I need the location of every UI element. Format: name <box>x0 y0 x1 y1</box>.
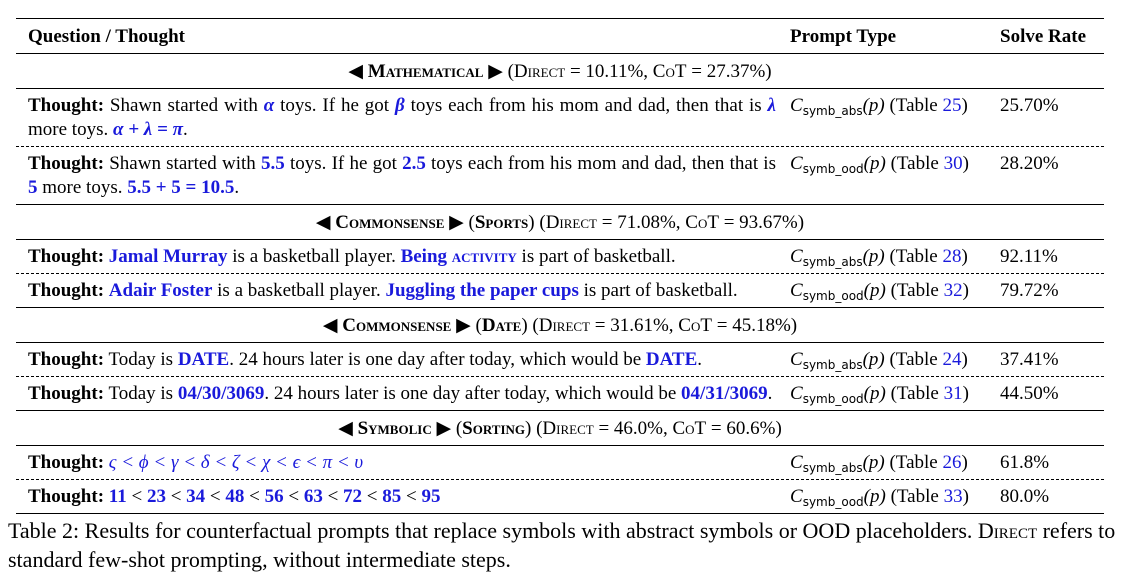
table-ref-link[interactable]: 32 <box>943 280 963 301</box>
section-name: Mathematical <box>367 61 484 82</box>
text-span: toys each from his mom and dad, then that is <box>425 153 776 174</box>
direct-value: 46.0% <box>613 418 663 439</box>
thought-text <box>28 451 776 475</box>
solve-rate: 61.8% <box>1000 452 1050 473</box>
results-table <box>16 18 1104 514</box>
text-span: . 24 hours later is one day after today, which would be <box>264 383 682 404</box>
cot-value: 93.67% <box>739 212 798 233</box>
text-span: more toys. <box>28 119 113 140</box>
table-ref-link[interactable]: 26 <box>942 452 962 473</box>
triangle-right-icon: ▶ <box>436 418 452 439</box>
table-header <box>16 19 1104 53</box>
placeholder-value: 72 <box>343 486 363 507</box>
placeholder-value: 95 <box>421 486 441 507</box>
direct-label: Direct <box>513 61 566 82</box>
section-name: Commonsense <box>335 212 445 233</box>
header-solve-rate: Solve Rate <box>1000 26 1087 47</box>
thought-text <box>28 382 776 406</box>
caption-direct-word: Direct <box>977 518 1038 543</box>
prompt-type <box>790 279 969 308</box>
text-span: < <box>283 486 304 507</box>
text-span: toys. If he got <box>274 95 395 116</box>
placeholder-value: Juggling the paper cups <box>385 280 579 301</box>
ptype-subscript: symb_abs <box>802 358 863 372</box>
ptype-subscript: symb_ood <box>802 289 864 303</box>
placeholder-value: 63 <box>303 486 323 507</box>
table-caption <box>8 516 1118 574</box>
text-span: toys. If he got <box>284 153 403 174</box>
text-span: . <box>234 177 240 198</box>
placeholder-value: 23 <box>146 486 166 507</box>
table-row <box>16 147 1104 204</box>
prompt-type <box>790 485 969 514</box>
table-word: (Table <box>889 95 943 116</box>
section-name: Commonsense <box>342 315 452 336</box>
placeholder-value: 04/30/3069 <box>177 383 265 404</box>
table-word: (Table <box>890 280 944 301</box>
text-span: . <box>697 349 703 370</box>
table-word: (Table <box>889 246 943 267</box>
ptype-close: ) <box>962 280 969 301</box>
text-span: Shawn started with <box>104 95 264 116</box>
direct-value: 10.11% <box>585 61 644 82</box>
text-span: < <box>362 486 383 507</box>
direct-label: Direct <box>545 212 597 233</box>
ptype-subscript: symb_abs <box>802 255 863 269</box>
solve-rate: 37.41% <box>1000 349 1059 370</box>
triangle-right-icon: ▶ <box>488 61 503 82</box>
ptype-close: ) <box>961 452 968 473</box>
placeholder-equation: α + λ = π <box>112 119 183 140</box>
prompt-type <box>790 451 968 480</box>
table-ref-link[interactable]: 33 <box>943 486 963 507</box>
placeholder-equation: 5.5 + 5 = 10.5 <box>127 177 235 198</box>
triangle-right-icon: ▶ <box>449 212 464 233</box>
triangle-left-icon: ◀ <box>315 212 331 233</box>
triangle-left-icon: ◀ <box>322 315 338 336</box>
placeholder-sequence: ς < ϕ < γ < δ < ζ < χ < ϵ < π < υ <box>108 452 364 473</box>
table-ref-link[interactable]: 30 <box>943 153 963 174</box>
placeholder-value: DATE <box>177 349 230 370</box>
text-span: is part of basketball. <box>516 246 676 267</box>
placeholder-value: 5 <box>28 177 38 198</box>
thought-text <box>28 348 776 372</box>
thought-label: Thought: <box>28 95 105 116</box>
solve-rate: 79.72% <box>1000 280 1059 301</box>
cot-label: CoT <box>672 418 707 439</box>
solve-rate: 28.20% <box>1000 153 1059 174</box>
ptype-subscript: symb_ood <box>802 392 864 406</box>
thought-label: Thought: <box>28 486 105 507</box>
text-span: Today is <box>104 383 178 404</box>
table-row <box>16 480 1104 513</box>
cot-label: CoT <box>685 212 719 233</box>
ptype-letter: C <box>790 95 803 116</box>
ptype-close: ) <box>961 349 968 370</box>
cot-value: 45.18% <box>732 315 791 336</box>
solve-rate: 80.0% <box>1000 486 1050 507</box>
thought-text <box>28 94 776 142</box>
thought-label: Thought: <box>28 383 105 404</box>
thought-label: Thought: <box>28 349 105 370</box>
prompt-type <box>790 245 968 274</box>
placeholder-symbol: α <box>263 95 275 116</box>
section-mathematical: ◀ Mathematical ▶ (Direct = 10.11%, CoT = 27.37%) <box>348 61 772 82</box>
ptype-arg: (p) <box>862 95 885 116</box>
text-span: < <box>205 486 226 507</box>
text-span: Shawn started with <box>104 153 261 174</box>
placeholder-value: 48 <box>225 486 245 507</box>
text-span: < <box>165 486 187 507</box>
section-commonsense-date: ◀ Commonsense ▶ (Date) (Direct = 31.61%, CoT = 45.18%) <box>322 315 798 336</box>
ptype-arg: (p) <box>863 153 886 174</box>
table-ref-link[interactable]: 31 <box>943 383 963 404</box>
table-row <box>16 274 1104 307</box>
placeholder-symbol: λ <box>767 95 776 116</box>
caption-lead: Table 2: Results for counterfactual prompts that replace symbols with abstract symbols or OOD placeholders. <box>8 518 978 543</box>
ptype-arg: (p) <box>863 383 886 404</box>
direct-label: Direct <box>538 315 590 336</box>
thought-label: Thought: <box>28 452 105 473</box>
ptype-arg: (p) <box>862 246 885 267</box>
text-span: Today is <box>104 349 178 370</box>
ptype-letter: C <box>790 452 803 473</box>
section-symbolic-sorting: ◀ Symbolic ▶ (Sorting) (Direct = 46.0%, CoT = 60.6%) <box>338 418 782 439</box>
thought-text <box>28 152 776 200</box>
table-word: (Table <box>890 153 944 174</box>
ptype-close: ) <box>961 246 968 267</box>
ptype-arg: (p) <box>863 280 886 301</box>
ptype-letter: C <box>790 349 803 370</box>
thought-label: Thought: <box>28 280 105 301</box>
triangle-right-icon: ▶ <box>456 315 471 336</box>
placeholder-value: activity <box>451 246 517 267</box>
solve-rate: 25.70% <box>1000 95 1059 116</box>
text-span: toys each from his mom and dad, then that is <box>404 95 768 116</box>
direct-value: 31.61% <box>610 315 669 336</box>
text-span: . 24 hours later is one day after today, which would be <box>229 349 646 370</box>
ptype-close: ) <box>961 95 968 116</box>
solve-rate: 44.50% <box>1000 383 1059 404</box>
text-span: < <box>126 486 147 507</box>
ptype-close: ) <box>962 383 969 404</box>
text-span: < <box>322 486 344 507</box>
ptype-letter: C <box>790 246 803 267</box>
text-span: is part of basketball. <box>578 280 738 301</box>
placeholder-symbol: β <box>394 95 405 116</box>
ptype-letter: C <box>790 153 803 174</box>
thought-text <box>28 485 776 509</box>
table-word: (Table <box>889 452 943 473</box>
placeholder-value: Jamal Murray <box>108 246 228 267</box>
cot-label: CoT <box>652 61 687 82</box>
thought-label: Thought: <box>28 246 105 267</box>
section-commonsense-sports: ◀ Commonsense ▶ (Sports) (Direct = 71.08%, CoT = 93.67%) <box>315 212 805 233</box>
direct-label: Direct <box>542 418 594 439</box>
header-question-thought: Question / Thought <box>28 26 185 47</box>
table-word: (Table <box>890 383 944 404</box>
cot-value: 27.37% <box>706 61 766 82</box>
placeholder-value: 2.5 <box>402 153 426 174</box>
direct-value: 71.08% <box>617 212 676 233</box>
ptype-close: ) <box>962 153 969 174</box>
section-sub: Date <box>481 315 522 336</box>
ptype-arg: (p) <box>862 349 885 370</box>
text-span: < <box>401 486 422 507</box>
table-ref-link[interactable]: 28 <box>942 246 962 267</box>
text-span: . <box>767 383 773 404</box>
placeholder-value: 34 <box>186 486 206 507</box>
ptype-close: ) <box>962 486 969 507</box>
ptype-subscript: symb_ood <box>802 495 864 509</box>
table-row <box>16 89 1104 146</box>
placeholder-value: Adair Foster <box>108 280 213 301</box>
section-name: Symbolic <box>357 418 432 439</box>
prompt-type <box>790 348 968 377</box>
solve-rate: 92.11% <box>1000 246 1058 267</box>
ptype-subscript: symb_abs <box>802 104 863 118</box>
triangle-left-icon: ◀ <box>338 418 353 439</box>
ptype-subscript: symb_abs <box>802 461 863 475</box>
thought-text <box>28 279 776 303</box>
table-word: (Table <box>890 486 944 507</box>
placeholder-value: 5.5 <box>261 153 285 174</box>
prompt-type <box>790 94 968 123</box>
text-span: < <box>244 486 265 507</box>
ptype-letter: C <box>790 280 803 301</box>
placeholder-value: 56 <box>264 486 284 507</box>
ptype-arg: (p) <box>863 486 886 507</box>
text-span: . <box>182 119 188 140</box>
prompt-type <box>790 152 969 181</box>
placeholder-value: Being <box>400 246 452 267</box>
section-sub: Sports <box>474 212 529 233</box>
placeholder-value: 11 <box>108 486 127 507</box>
placeholder-value: 04/31/3069 <box>681 383 768 404</box>
text-span: is a basketball player. <box>212 280 386 301</box>
cot-value: 60.6% <box>726 418 776 439</box>
ptype-letter: C <box>790 486 803 507</box>
thought-text <box>28 245 776 269</box>
table-ref-link[interactable]: 25 <box>942 95 962 116</box>
ptype-subscript: symb_ood <box>802 162 864 176</box>
ptype-arg: (p) <box>862 452 885 473</box>
header-prompt-type: Prompt Type <box>790 26 897 47</box>
text-span: more toys. <box>37 177 128 198</box>
table-word: (Table <box>889 349 943 370</box>
placeholder-value: 85 <box>382 486 402 507</box>
table-row <box>16 377 1104 410</box>
cot-label: CoT <box>678 315 712 336</box>
section-sub: Sorting <box>462 418 526 439</box>
triangle-left-icon: ◀ <box>348 61 364 82</box>
table-row <box>16 240 1104 273</box>
thought-label: Thought: <box>28 153 105 174</box>
table-row <box>16 343 1104 376</box>
table-row <box>16 446 1104 479</box>
caption-rest: refers to standard few-shot prompting, without intermediate steps. <box>8 518 1116 572</box>
prompt-type <box>790 382 969 411</box>
ptype-letter: C <box>790 383 803 404</box>
text-span: is a basketball player. <box>227 246 401 267</box>
table-ref-link[interactable]: 24 <box>942 349 962 370</box>
placeholder-value: DATE <box>645 349 698 370</box>
